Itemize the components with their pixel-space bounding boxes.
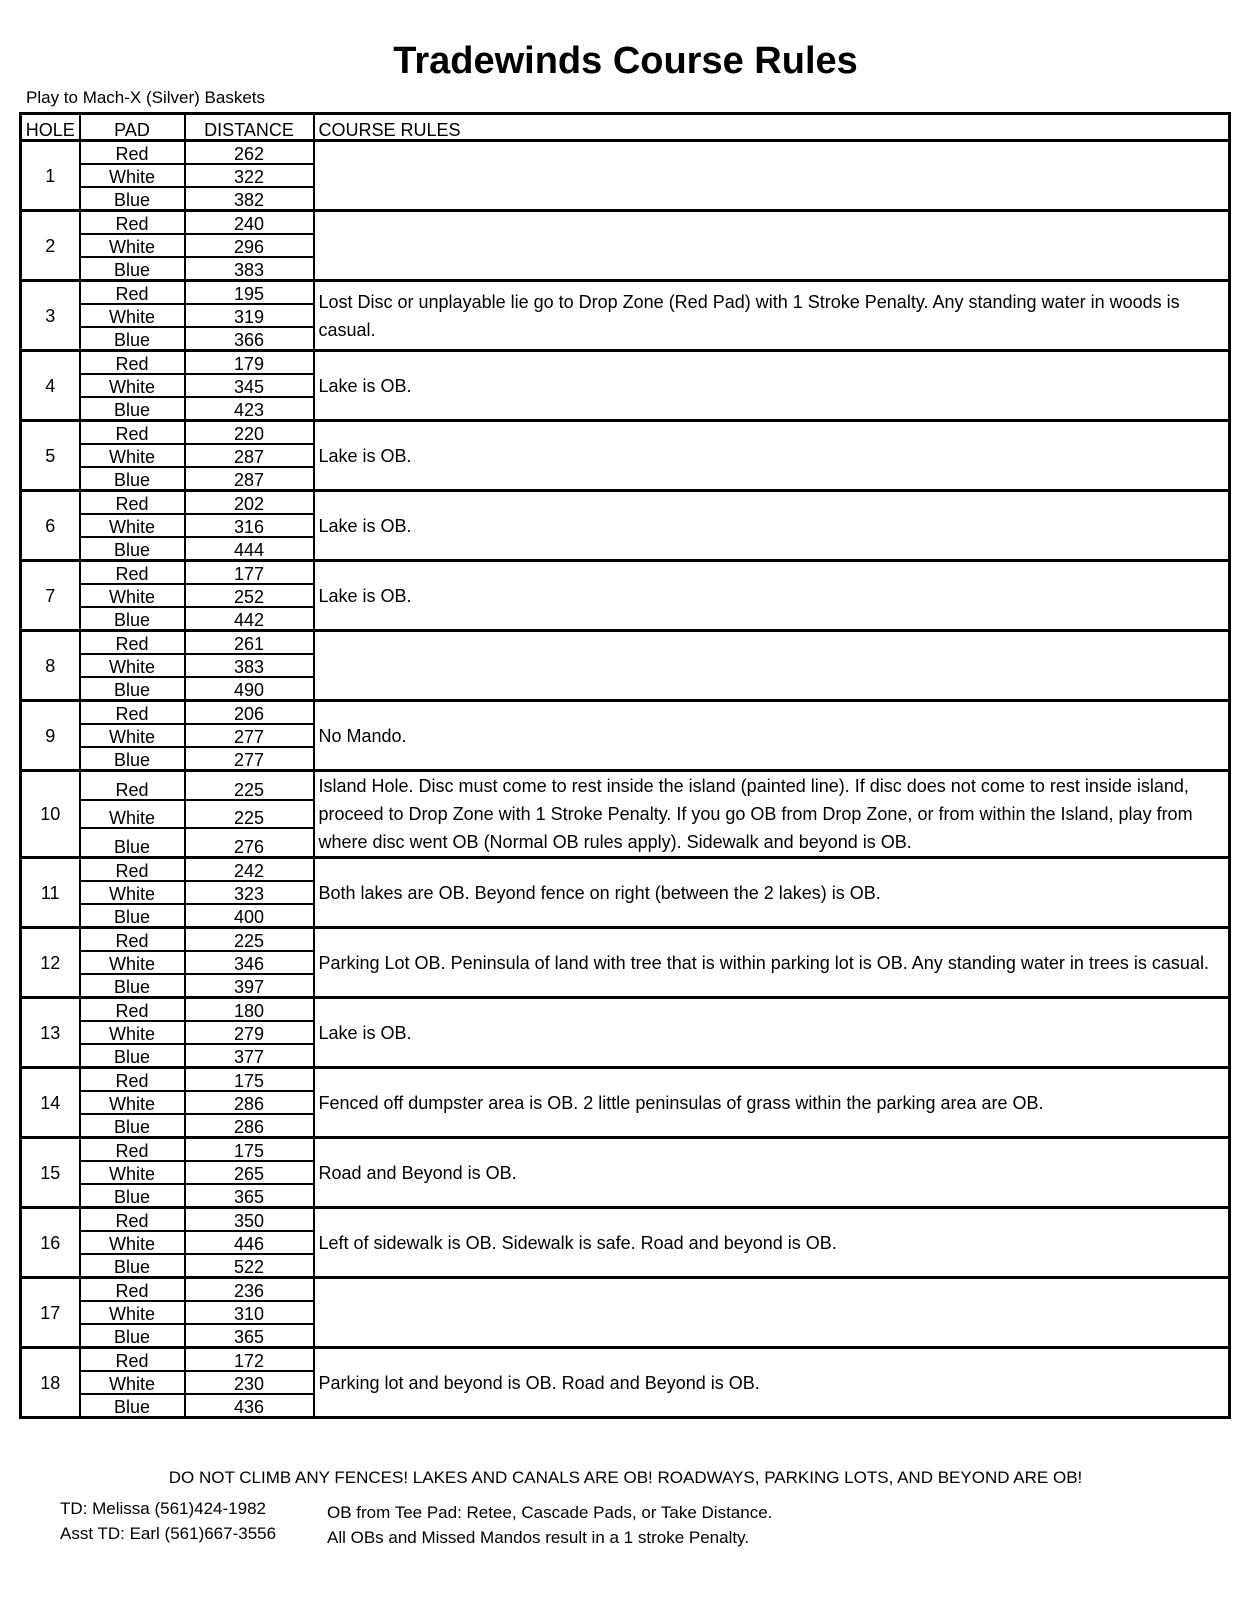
tee-pad: Blue [80,747,185,771]
distance: 397 [185,974,314,998]
tee-pad: Blue [80,1044,185,1068]
hole-number: 8 [21,631,80,701]
tee-pad: Blue [80,1254,185,1278]
hole-number: 3 [21,281,80,351]
tee-pad: White [80,514,185,537]
tee-pad: White [80,1371,185,1394]
distance: 382 [185,187,314,211]
distance: 277 [185,747,314,771]
tee-pad: Blue [80,187,185,211]
course-rule [314,211,1230,281]
distance: 175 [185,1068,314,1092]
distance: 436 [185,1394,314,1418]
hole-number: 10 [21,771,80,858]
ob-info [327,1500,772,1550]
distance: 225 [185,800,314,829]
distance: 195 [185,281,314,305]
tee-pad: Blue [80,904,185,928]
distance: 286 [185,1091,314,1114]
hole-number: 12 [21,928,80,998]
table-row [21,1138,1230,1162]
tee-pad: White [80,1021,185,1044]
table-row [21,771,1230,800]
tee-pad: Red [80,1068,185,1092]
tee-pad: Red [80,491,185,515]
ob-penalty-rule: All OBs and Missed Mandos result in a 1 stroke Penalty. [327,1528,750,1547]
hole-number: 4 [21,351,80,421]
distance: 252 [185,584,314,607]
header-pad: PAD [80,114,185,141]
distance: 366 [185,327,314,351]
course-rule: Lake is OB. [314,351,1230,421]
course-rule: Lake is OB. [314,421,1230,491]
tee-pad: Blue [80,607,185,631]
distance: 287 [185,467,314,491]
hole-number: 2 [21,211,80,281]
tee-pad: Blue [80,397,185,421]
tee-pad: White [80,1091,185,1114]
course-rule [314,631,1230,701]
tee-pad: Red [80,701,185,725]
tee-pad: White [80,654,185,677]
distance: 490 [185,677,314,701]
hole-number: 1 [21,141,80,211]
tee-pad: White [80,1161,185,1184]
tee-pad: Red [80,771,185,800]
distance: 316 [185,514,314,537]
tee-pad: Blue [80,1394,185,1418]
distance: 345 [185,374,314,397]
tee-pad: Red [80,281,185,305]
tee-pad: Red [80,1138,185,1162]
tee-pad: Red [80,1348,185,1372]
hole-number: 16 [21,1208,80,1278]
hole-number: 6 [21,491,80,561]
ob-tee-rule: OB from Tee Pad: Retee, Cascade Pads, or Take Distance. [327,1503,773,1522]
distance: 323 [185,881,314,904]
page-title: Tradewinds Course Rules [393,40,858,82]
distance: 262 [185,141,314,165]
hole-number: 5 [21,421,80,491]
tee-pad: White [80,234,185,257]
hole-number: 17 [21,1278,80,1348]
table-row [21,141,1230,165]
distance: 346 [185,951,314,974]
tee-pad: White [80,881,185,904]
table-row [21,561,1230,585]
table-row [21,1068,1230,1092]
distance: 179 [185,351,314,375]
table-row [21,211,1230,235]
distance: 446 [185,1231,314,1254]
distance: 240 [185,211,314,235]
tee-pad: Red [80,141,185,165]
td-contact: TD: Melissa (561)424-1982 [60,1499,266,1518]
tee-pad: Red [80,998,185,1022]
distance: 400 [185,904,314,928]
contact-info [60,1496,276,1546]
distance: 365 [185,1324,314,1348]
fence-warning: DO NOT CLIMB ANY FENCES! LAKES AND CANALS ARE OB! ROADWAYS, PARKING LOTS, AND BEYOND ARE OB! [168,1468,1083,1487]
tee-pad: Blue [80,828,185,857]
distance: 172 [185,1348,314,1372]
table-row [21,1278,1230,1302]
course-rule [314,1278,1230,1348]
tee-pad: White [80,444,185,467]
tee-pad: White [80,951,185,974]
hole-number: 7 [21,561,80,631]
table-header-row [21,114,1230,141]
distance: 175 [185,1138,314,1162]
course-rule: Left of sidewalk is OB. Sidewalk is safe. Road and beyond is OB. [314,1208,1230,1278]
course-rule: Both lakes are OB. Beyond fence on right (between the 2 lakes) is OB. [314,858,1230,928]
distance: 225 [185,771,314,800]
header-hole: HOLE [21,114,80,141]
distance: 279 [185,1021,314,1044]
tee-pad: Blue [80,1114,185,1138]
distance: 236 [185,1278,314,1302]
tee-pad: Blue [80,1324,185,1348]
tee-pad: Blue [80,257,185,281]
table-row [21,701,1230,725]
hole-number: 18 [21,1348,80,1418]
header-distance: DISTANCE [185,114,314,141]
distance: 310 [185,1301,314,1324]
tee-pad: Blue [80,327,185,351]
table-row [21,1208,1230,1232]
course-rule [314,141,1230,211]
tee-pad: Blue [80,1184,185,1208]
table-row [21,281,1230,305]
distance: 383 [185,654,314,677]
tee-pad: White [80,724,185,747]
tee-pad: White [80,584,185,607]
distance: 444 [185,537,314,561]
tee-pad: Blue [80,537,185,561]
course-rule: Lake is OB. [314,491,1230,561]
course-rule: Lake is OB. [314,561,1230,631]
table-row [21,491,1230,515]
distance: 202 [185,491,314,515]
course-rules-table [19,112,1231,1419]
course-rule: Lake is OB. [314,998,1230,1068]
table-row [21,858,1230,882]
course-rule: Road and Beyond is OB. [314,1138,1230,1208]
distance: 423 [185,397,314,421]
tee-pad: Blue [80,677,185,701]
tee-pad: Red [80,561,185,585]
asst-td-contact: Asst TD: Earl (561)667-3556 [60,1524,277,1543]
tee-pad: Red [80,351,185,375]
distance: 177 [185,561,314,585]
tee-pad: White [80,164,185,187]
header-course-rules: COURSE RULES [314,114,1230,141]
distance: 296 [185,234,314,257]
distance: 286 [185,1114,314,1138]
tee-pad: Red [80,211,185,235]
table-row [21,631,1230,655]
page-subtitle: Play to Mach-X (Silver) Baskets [26,88,266,107]
tee-pad: Blue [80,974,185,998]
course-rule: Island Hole. Disc must come to rest inside the island (painted line). If disc does not come to rest inside island, proceed to Drop Zone with 1 Stroke Penalty. If you go OB from Drop Zone, or from within the Island, play from where disc went OB (Normal OB rules apply). Sidewalk and beyond is OB. [314,771,1230,858]
tee-pad: Red [80,928,185,952]
table-row [21,998,1230,1022]
course-rule: Parking lot and beyond is OB. Road and Beyond is OB. [314,1348,1230,1418]
distance: 277 [185,724,314,747]
distance: 442 [185,607,314,631]
tee-pad: White [80,374,185,397]
table-row [21,928,1230,952]
tee-pad: Red [80,1278,185,1302]
hole-number: 13 [21,998,80,1068]
course-rule: Parking Lot OB. Peninsula of land with tree that is within parking lot is OB. Any standing water in trees is casual. [314,928,1230,998]
distance: 377 [185,1044,314,1068]
course-rule: Fenced off dumpster area is OB. 2 little peninsulas of grass within the parking area are OB. [314,1068,1230,1138]
distance: 225 [185,928,314,952]
hole-number: 15 [21,1138,80,1208]
distance: 522 [185,1254,314,1278]
tee-pad: Red [80,631,185,655]
hole-number: 14 [21,1068,80,1138]
distance: 365 [185,1184,314,1208]
distance: 206 [185,701,314,725]
distance: 180 [185,998,314,1022]
distance: 276 [185,828,314,857]
distance: 322 [185,164,314,187]
tee-pad: White [80,1231,185,1254]
distance: 265 [185,1161,314,1184]
tee-pad: Blue [80,467,185,491]
hole-number: 9 [21,701,80,771]
course-rule: No Mando. [314,701,1230,771]
tee-pad: White [80,800,185,829]
tee-pad: White [80,1301,185,1324]
distance: 383 [185,257,314,281]
distance: 287 [185,444,314,467]
table-row [21,421,1230,445]
distance: 242 [185,858,314,882]
hole-number: 11 [21,858,80,928]
distance: 230 [185,1371,314,1394]
tee-pad: Red [80,421,185,445]
distance: 261 [185,631,314,655]
tee-pad: Red [80,1208,185,1232]
distance: 350 [185,1208,314,1232]
distance: 220 [185,421,314,445]
table-row [21,351,1230,375]
course-rule: Lost Disc or unplayable lie go to Drop Zone (Red Pad) with 1 Stroke Penalty. Any standing water in woods is casual. [314,281,1230,351]
table-row [21,1348,1230,1372]
tee-pad: Red [80,858,185,882]
distance: 319 [185,304,314,327]
tee-pad: White [80,304,185,327]
